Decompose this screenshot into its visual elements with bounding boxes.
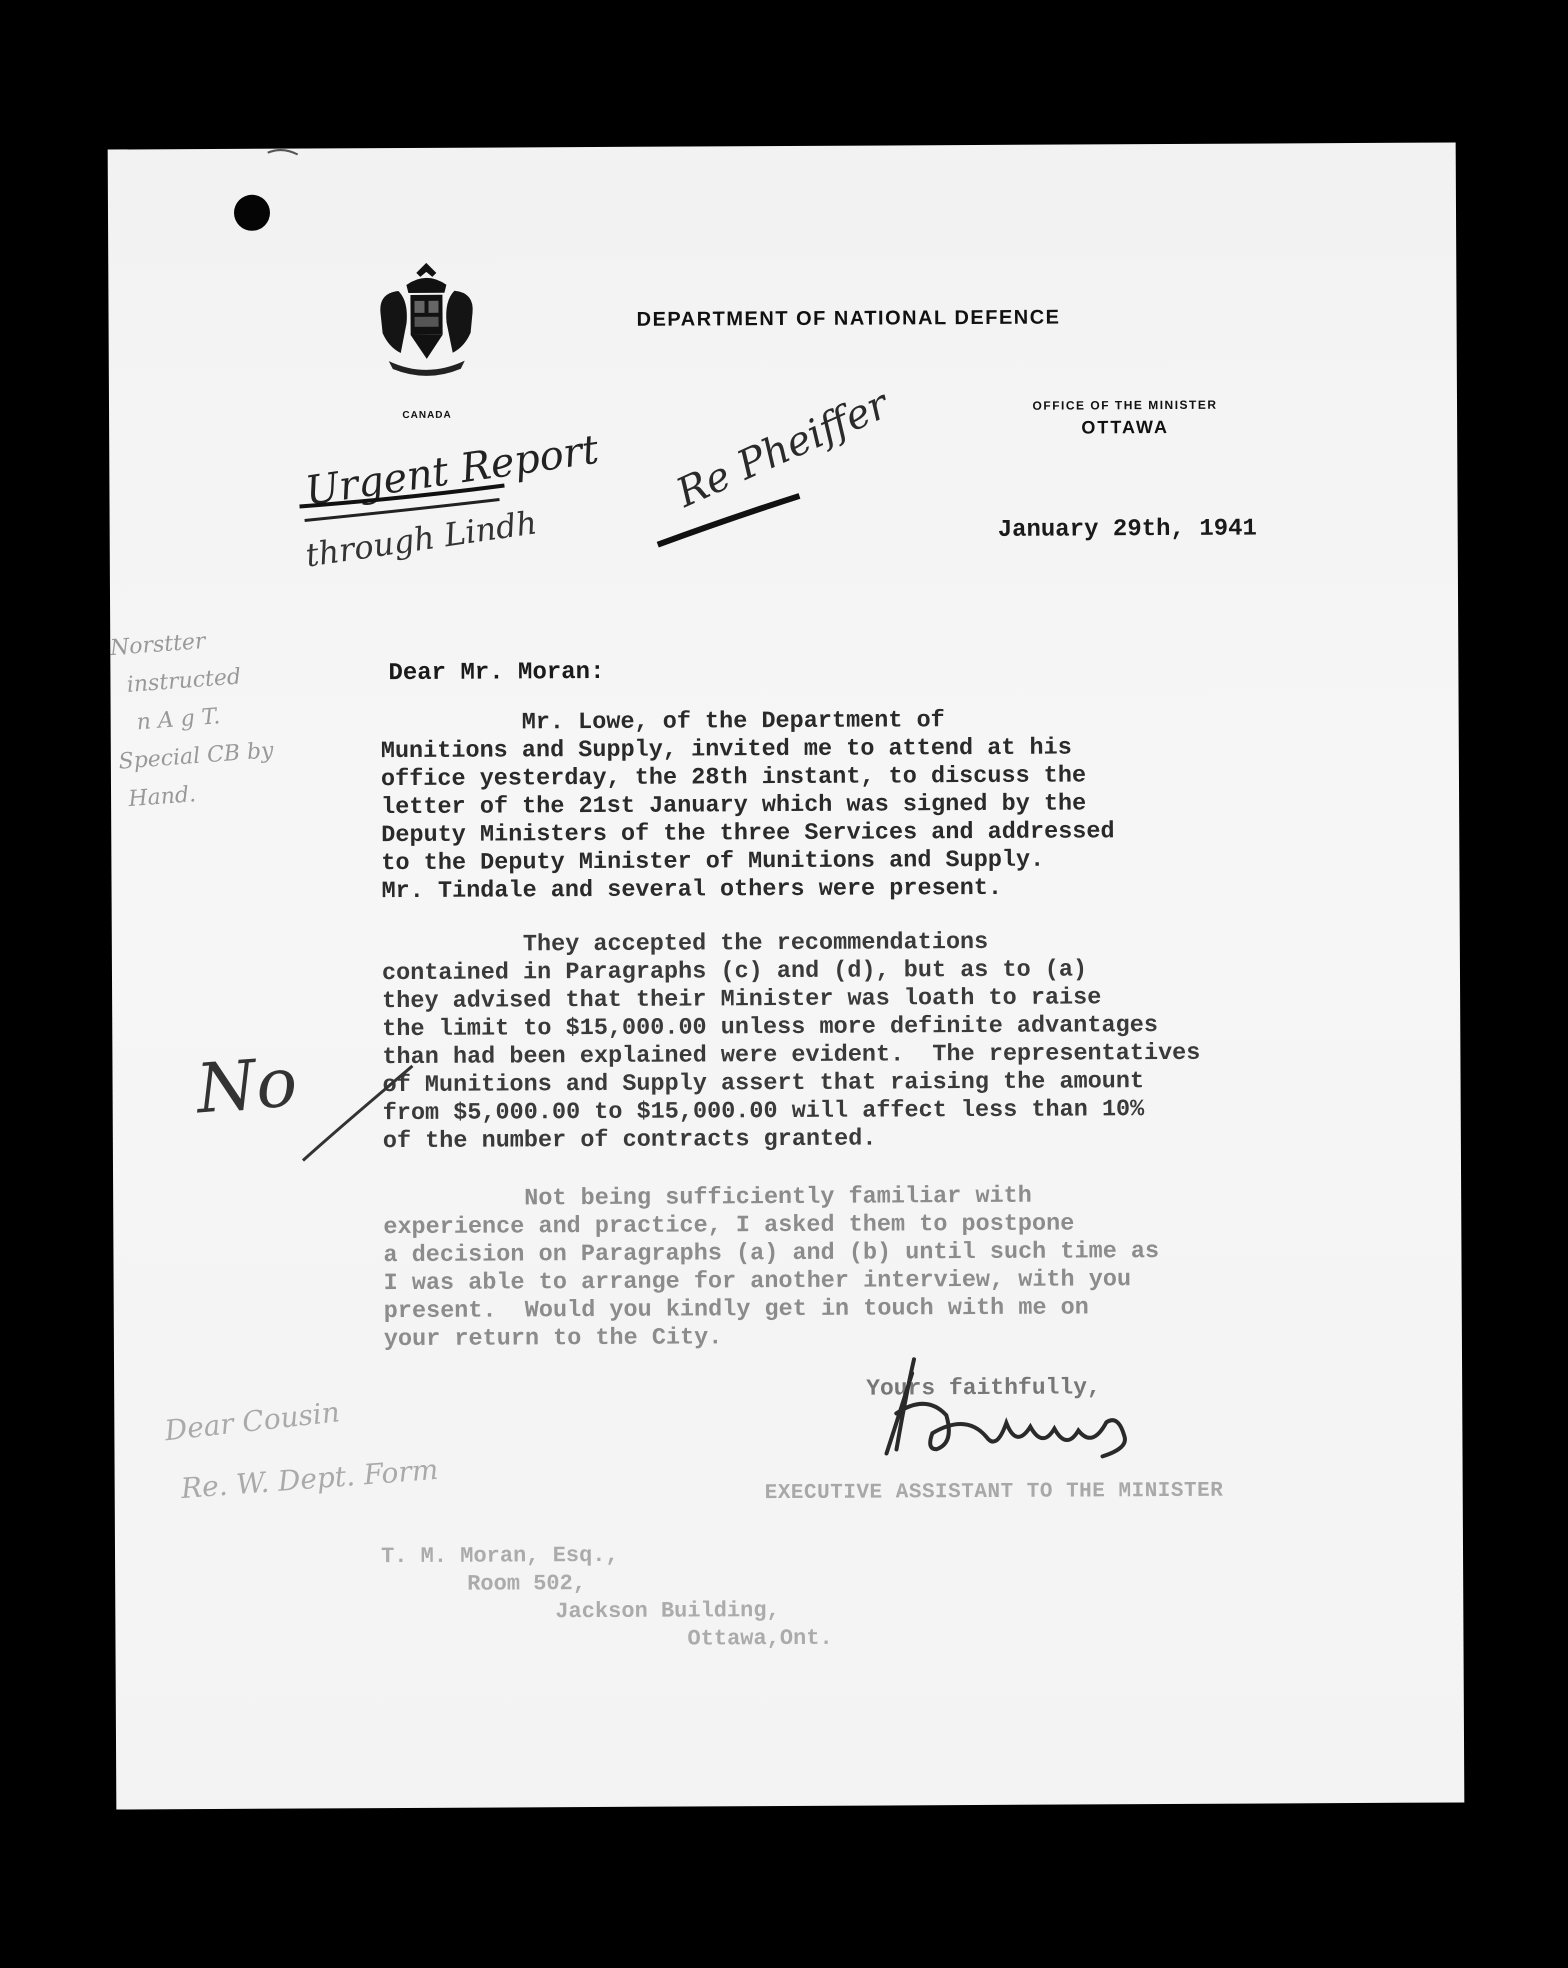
handwritten-re-pheiffer: Re Pheiffer <box>669 381 896 517</box>
address-line-1: T. M. Moran, Esq., <box>380 1542 619 1570</box>
body-paragraph-3: Not being sufficiently familiar with experience and practice, I asked them to postpone a decision on Paragraphs (a) and (b) until such time as I was able to arrange for another interview, with you present. Would you kindly get in touch with me on your return to the City. <box>383 1182 1160 1354</box>
punch-hole <box>234 195 270 231</box>
handwritten-no: No <box>193 1043 300 1130</box>
address-line-3: Jackson Building, <box>555 1598 780 1625</box>
body-paragraph-1: Mr. Lowe, of the Department of Munitions and Supply, invited me to attend at his office yesterday, the 28th instant, to discuss the letter of the 21st January which was signed by the Deputy Ministers of the three Services and addressed to the Deputy Minister of Munitions and Supply. Mr. Tindale and several others were present. <box>380 707 1115 906</box>
letter-date: January 29th, 1941 <box>997 515 1257 544</box>
body-paragraph-2: They accepted the recommendations contained in Paragraphs (c) and (d), but as to (a) they advised that their Minister was loath to raise the limit to $15,000.00 unless more definite advantages than had been explained were evident. The representatives of Munitions and Supply assert that raising the amount from $5,000.00 to $15,000.00 will affect less than 10% of the number of contracts granted. <box>381 928 1201 1156</box>
signature-icon <box>866 1352 1167 1464</box>
letter-page <box>108 142 1465 1809</box>
crest-caption: CANADA <box>402 409 452 422</box>
handwritten-margin-note: Norstter instructed n A g T. Special CB by Hand. <box>109 629 275 813</box>
salutation: Dear Mr. Moran: <box>388 658 605 688</box>
handwritten-bottom-note-2: Re. W. Dept. Form <box>179 1452 440 1506</box>
corner-mark <box>268 150 298 155</box>
address-line-4: Ottawa,Ont. <box>687 1625 833 1652</box>
address-line-2: Room 502, <box>467 1571 587 1597</box>
underline-re <box>657 496 799 545</box>
city-line: OTTAWA <box>1081 416 1170 438</box>
handwritten-urgent-report: Urgent Report <box>302 426 602 515</box>
handwritten-through: through Lindh <box>303 503 540 575</box>
department-name: DEPARTMENT OF NATIONAL DEFENCE <box>636 306 1061 331</box>
handwritten-bottom-note-1: Dear Cousin <box>163 1395 342 1448</box>
closing: Yours faithfully, <box>866 1374 1101 1402</box>
office-line: OFFICE OF THE MINISTER <box>1032 397 1218 413</box>
coat-of-arms-icon <box>370 263 483 384</box>
signature-title: EXECUTIVE ASSISTANT TO THE MINISTER <box>764 1479 1224 1506</box>
